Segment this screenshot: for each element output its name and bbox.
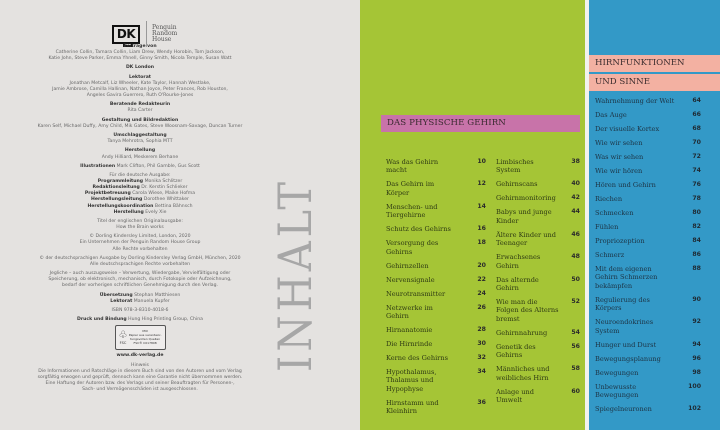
credit-block-lektorat [30, 75, 250, 99]
toc-entry-title: Das alternde Gehirn [496, 275, 539, 293]
toc-entry-title: Kerne des Gehirns [386, 354, 448, 363]
toc-entry-title: Nervensignale [386, 275, 435, 284]
toc-entry-title: Schmerz [595, 251, 625, 259]
toc-entry[interactable] [386, 239, 486, 256]
toc-entry[interactable] [386, 158, 486, 175]
isbn: ISBN 978-3-8310-4018-6 [111, 308, 169, 313]
toc-entry-title: Gehirnzellen [386, 261, 429, 270]
toc-entry-title: Hunger und Durst [595, 340, 657, 349]
copyright-de: © der deutschsprachigen Ausgabe by Dorling Kindersley Verlag GmbH, München, 2020 Alle deutschsprachigen Rechte vorbehalten [39, 255, 241, 267]
credit-value: Mark Clifton, Phil Gamble, Gus Scott [116, 163, 200, 169]
credit-line: Andy Hilliard, Meskerem Berhane [101, 154, 179, 160]
toc-entry[interactable] [386, 276, 486, 284]
toc-entry[interactable] [595, 251, 701, 259]
toc-entry[interactable] [595, 237, 701, 245]
toc-entry-page: 48 [571, 253, 580, 261]
toc-entry-title: Schutz des Gehirns [386, 225, 451, 234]
toc-entry[interactable] [496, 231, 580, 248]
section-title-functions-line2: UND SINNE [589, 74, 720, 91]
toc-entry-title: Fühlen [595, 223, 619, 231]
toc-entry-title: Gehirnmonitoring [496, 194, 556, 203]
toc-entry[interactable] [496, 180, 580, 188]
toc-entry-page: 16 [477, 225, 486, 233]
toc-column-physical-2 [496, 158, 580, 410]
toc-entry[interactable] [496, 365, 580, 382]
credit-label: Herstellungskoordination [87, 203, 154, 209]
toc-entry[interactable] [595, 265, 701, 290]
toc-entry-title: Was das Gehirn macht [386, 158, 439, 175]
toc-entry[interactable] [595, 318, 701, 335]
penguin-random-house-logo: Penguin Random House [152, 23, 178, 44]
toc-entry[interactable] [595, 383, 701, 400]
toc-entry[interactable] [386, 180, 486, 197]
toc-entry[interactable] [386, 203, 486, 220]
fsc-tree-icon: ♧ FSC [118, 329, 128, 345]
toc-entry-page: 46 [571, 230, 580, 238]
toc-entry-page: 32 [477, 354, 486, 362]
toc-entry[interactable] [386, 340, 486, 348]
toc-entry[interactable] [386, 290, 486, 298]
toc-entry-title: Gehirnnahrung [496, 328, 548, 337]
toc-entry-page: 64 [692, 97, 701, 104]
credit-block-cover [30, 133, 250, 145]
credit-label: Programmleitung [97, 179, 144, 185]
toc-entry[interactable] [386, 368, 486, 393]
contents-title [268, 140, 322, 410]
credit-value: Stephan Matthiesen [134, 292, 181, 298]
toc-entry[interactable] [595, 369, 701, 377]
credit-line: Jamie Ambrose, Camilla Hallinan, Nathan Joyce, Peter Frances, Rob Houston, [52, 86, 228, 92]
toc-entry-page: 60 [571, 387, 580, 395]
copyright-uk: © Dorling Kindersley Limited, London, 2020 Ein Unternehmen der Penguin Random House Group Alle Rechte vorbehalten [79, 234, 201, 252]
toc-entry-page: 70 [692, 139, 701, 146]
toc-entry-page: 18 [477, 239, 486, 247]
credit-heading: Beratende Redakteurin [109, 102, 171, 108]
toc-entry-title: Mit dem eigenen Gehirn Schmerzen bekämpfen [595, 265, 658, 290]
toc-entry-title: Die Hirnrinde [386, 340, 433, 349]
credit-block-design [30, 118, 250, 130]
credit-line: Angeles Gavira Guerrero, Ruth O'Rourke-Jones [86, 93, 194, 99]
credit-value: Monika Schlitzer [144, 179, 183, 185]
fsc-label [115, 325, 166, 350]
credit-block-contributors [30, 44, 250, 62]
credit-line: Katie John, Steve Parker, Emma Yhnell, Ginny Smith, Nicola Temple, Susan Watt [48, 56, 232, 62]
toc-entry[interactable] [386, 262, 486, 270]
toc-entry[interactable] [496, 298, 580, 323]
toc-entry-title: Riechen [595, 195, 623, 203]
toc-entry-page: 56 [571, 342, 580, 350]
toc-entry[interactable] [386, 354, 486, 362]
credit-value: Hung Hing Printing Group, China [128, 317, 203, 323]
toc-entry-page: 10 [477, 158, 486, 165]
toc-entry[interactable] [496, 388, 580, 405]
credit-label: Druck und Bindung [77, 317, 127, 323]
print-credit [30, 317, 250, 323]
toc-entry-page: 44 [571, 208, 580, 216]
credit-heading: Gestaltung und Bildredaktion [101, 117, 179, 123]
toc-entry-page: 26 [477, 303, 486, 311]
toc-entry-title: Das Gehirn im Körper [386, 180, 435, 197]
toc-entry-page: 34 [477, 368, 486, 376]
toc-entry-page: 72 [692, 153, 701, 160]
credit-label: Redaktionsleitung [92, 185, 140, 191]
toc-entry[interactable] [386, 326, 486, 334]
toc-entry[interactable] [595, 195, 701, 203]
toc-entry[interactable] [595, 355, 701, 363]
toc-entry-title: Ältere Kinder und Teenager [496, 230, 556, 248]
toc-entry-page: 96 [692, 354, 701, 362]
toc-entry[interactable] [496, 276, 580, 293]
toc-entry-page: 40 [571, 180, 580, 188]
toc-entry-title: Bewegungsplanung [595, 354, 661, 363]
credit-value: Bettina Bähnsch [154, 203, 193, 209]
toc-entry-page: 50 [571, 275, 580, 283]
toc-entry-title: Schmecken [595, 209, 634, 217]
toc-entry-title: Propriozeption [595, 237, 645, 245]
toc-entry-title: Wie wir sehen [595, 139, 643, 147]
toc-entry[interactable] [386, 304, 486, 321]
toc-entry-page: 68 [692, 125, 701, 132]
toc-entry-page: 90 [692, 295, 701, 303]
toc-entry[interactable] [496, 329, 580, 337]
toc-entry-title: Menschen- und Tiergehirne [386, 202, 438, 220]
toc-entry[interactable] [496, 343, 580, 360]
toc-entry-page: 74 [692, 167, 701, 174]
toc-entry-title: Versorgung des Gehirns [386, 239, 439, 256]
section-title-functions-line1: HIRNFUNKTIONEN [589, 55, 720, 72]
toc-entry-title: Das Auge [595, 111, 627, 119]
credit-block-german-edition [30, 173, 250, 216]
toc-entry-title: Netzwerke im Gehirn [386, 303, 433, 321]
credit-value: Manuela Kupfer [133, 298, 170, 304]
toc-entry-page: 38 [571, 158, 580, 165]
toc-entry[interactable] [595, 139, 701, 147]
toc-entry[interactable] [595, 125, 701, 133]
section-title-physical-brain: DAS PHYSISCHE GEHIRN [381, 115, 580, 132]
toc-entry[interactable] [496, 253, 580, 270]
toc-entry-title: Limbisches System [496, 158, 534, 175]
toc-entry-title: Anlage und Umwelt [496, 387, 534, 405]
toc-entry-page: 92 [692, 318, 701, 326]
toc-entry[interactable] [595, 181, 701, 189]
credit-line: Rita Carter [127, 108, 153, 114]
publisher-url[interactable]: www.dk-verlag.de [116, 353, 164, 359]
toc-entry-title: Neuroendokrines System [595, 318, 654, 335]
toc-entry[interactable] [595, 209, 701, 217]
toc-entry-page: 20 [477, 261, 486, 269]
toc-entry-page: 86 [692, 251, 701, 258]
toc-entry[interactable] [496, 158, 580, 175]
toc-entry[interactable] [496, 208, 580, 225]
toc-entry-title: Männliches und weibliches Hirn [496, 365, 550, 382]
toc-entry-title: Spiegelneuronen [595, 405, 652, 414]
toc-entry-page: 58 [571, 365, 580, 373]
toc-entry-title: Gehirnscans [496, 180, 538, 189]
toc-entry-page: 102 [688, 405, 701, 413]
toc-entry-title: Neurotransmitter [386, 289, 446, 298]
toc-entry[interactable] [386, 399, 486, 416]
credit-block-production [30, 148, 250, 160]
dk-logo-icon: DK [112, 25, 140, 44]
imprint-credits [30, 44, 250, 396]
rights-notice: Jegliche – auch auszugsweise – Verwertung, Wiedergabe, Vervielfältigung oder Speicherung, ob elektronisch, mechanisch, durch Fotokopie oder Aufzeichnung, bedarf der vorherigen schriftlichen Genehmigung durch den Verlag. [48, 271, 232, 289]
toc-entry-title: Genetik des Gehirns [496, 342, 536, 360]
toc-entry-title: Unbewusste Bewegungen [595, 382, 639, 400]
toc-entry[interactable] [595, 111, 701, 119]
toc-entry-page: 12 [477, 180, 486, 188]
credit-block-consulting-editor [30, 102, 250, 114]
toc-entry-title: Wahrnehmung der Welt [595, 97, 675, 105]
credit-label: Herstellung [113, 209, 144, 215]
credit-block-illustrations [30, 164, 250, 170]
toc-entry-title: Babys und junge Kinder [496, 208, 552, 225]
toc-entry-title: Der visuelle Kortex [595, 125, 660, 133]
liability-notice: Hinweis Die Informationen und Ratschläge in diesem Buch sind von den Autoren und vom Verlag sorgfältig erwogen und geprüft, dennoch kann eine Garantie nicht übernommen werden. Eine Haftung der Autoren bzw. des Verlags und seiner Beauftragten für Personen-, Sach- und Vermögensschäden ist ausgeschlossen. [37, 362, 243, 393]
toc-entry-title: Bewegungen [595, 368, 639, 377]
toc-entry-page: 30 [477, 340, 486, 348]
credit-label: Projektbetreuung [84, 191, 131, 197]
toc-entry-page: 100 [688, 382, 701, 390]
fsc-text: MIX Papier aus verantwor- tungsvollen Quellen FSC® C017808 [128, 329, 162, 345]
toc-entry[interactable] [595, 97, 701, 105]
toc-column-physical-1 [386, 158, 486, 421]
toc-entry-page: 24 [477, 289, 486, 297]
toc-entry-page: 94 [692, 340, 701, 348]
original-title: Titel der englischen Originalausgabe: How the Brain works [97, 218, 183, 231]
toc-entry[interactable] [595, 341, 701, 349]
credit-value: Dorothee Whittaker [143, 197, 189, 203]
credit-line: Jonathan Metcalf, Liz Wheeler, Kate Taylor, Hannah Westlake, [69, 80, 211, 86]
german-edition-intro: Für die deutsche Ausgabe: [109, 173, 171, 179]
credit-line: Tanya Mehrotra, Sophia MTT [107, 139, 173, 145]
toc-entry-title: Regulierung des Körpers [595, 295, 650, 313]
toc-entry-page: 52 [571, 298, 580, 306]
toc-entry-page: 22 [477, 275, 486, 283]
toc-entry-title: Wie wir hören [595, 167, 643, 175]
credit-label: Illustrationen [80, 163, 116, 169]
toc-entry-title: Wie man die Folgen des Alterns bremst [496, 298, 559, 323]
credit-label: Übersetzung [99, 292, 133, 298]
toc-entry-page: 66 [692, 111, 701, 118]
credit-block-dk-london [30, 65, 250, 71]
credit-heading: Beiträge von [123, 44, 157, 49]
toc-entry-page: 84 [692, 237, 701, 244]
credit-line: Karen Self, Michael Duffy, Amy Child, Mik Gates, Steve Woosnam-Savage, Duncan Turner [37, 123, 243, 129]
toc-column-functions [595, 97, 701, 419]
toc-entry[interactable] [595, 296, 701, 313]
toc-entry-page: 82 [692, 223, 701, 230]
toc-entry-page: 42 [571, 194, 580, 202]
toc-entry-page: 80 [692, 209, 701, 216]
toc-entry-title: Hypothalamus, Thalamus und Hypophyse [386, 368, 437, 393]
credit-label: Herstellungsleitung [91, 197, 143, 203]
toc-entry-page: 78 [692, 195, 701, 202]
toc-entry-page: 28 [477, 326, 486, 334]
credit-label: Lektorat [110, 298, 133, 304]
toc-entry-page: 76 [692, 181, 701, 188]
toc-entry-page: 14 [477, 202, 486, 210]
toc-entry[interactable] [595, 153, 701, 161]
credit-value: Evely Xie [145, 209, 167, 215]
toc-entry-page: 36 [477, 398, 486, 406]
toc-entry-title: Hirnstamm und Kleinhirn [386, 398, 439, 416]
credit-value: Carola Wiese, Maike Hofma [132, 191, 196, 197]
credit-heading: Herstellung [124, 148, 156, 154]
toc-entry-title: Hören und Gehirn [595, 181, 656, 189]
toc-entry-page: 98 [692, 368, 701, 376]
contents-title-text: INHALT [268, 178, 322, 372]
toc-entry-page: 54 [571, 328, 580, 336]
credit-line: Catherine Collin, Tamara Collin, Liam Drew, Wendy Horobin, Tom Jackson, [55, 50, 225, 56]
credit-value: Dr. Kerstin Schlieker [141, 185, 188, 191]
toc-entry[interactable] [386, 225, 486, 233]
credit-heading: Lektorat [128, 74, 151, 80]
toc-entry-title: Erwachsenes Gehirn [496, 253, 541, 270]
toc-entry[interactable] [595, 405, 701, 413]
toc-entry[interactable] [595, 167, 701, 175]
credit-heading: Umschlaggestaltung [113, 133, 167, 139]
toc-entry[interactable] [496, 194, 580, 202]
toc-entry-title: Was wir sehen [595, 153, 644, 161]
imprint-page [0, 0, 280, 430]
toc-entry-title: Hirnanatomie [386, 326, 433, 335]
translation-credits [30, 293, 250, 305]
toc-entry[interactable] [595, 223, 701, 231]
credit-heading: DK London [125, 65, 155, 71]
toc-entry-page: 88 [692, 265, 701, 272]
